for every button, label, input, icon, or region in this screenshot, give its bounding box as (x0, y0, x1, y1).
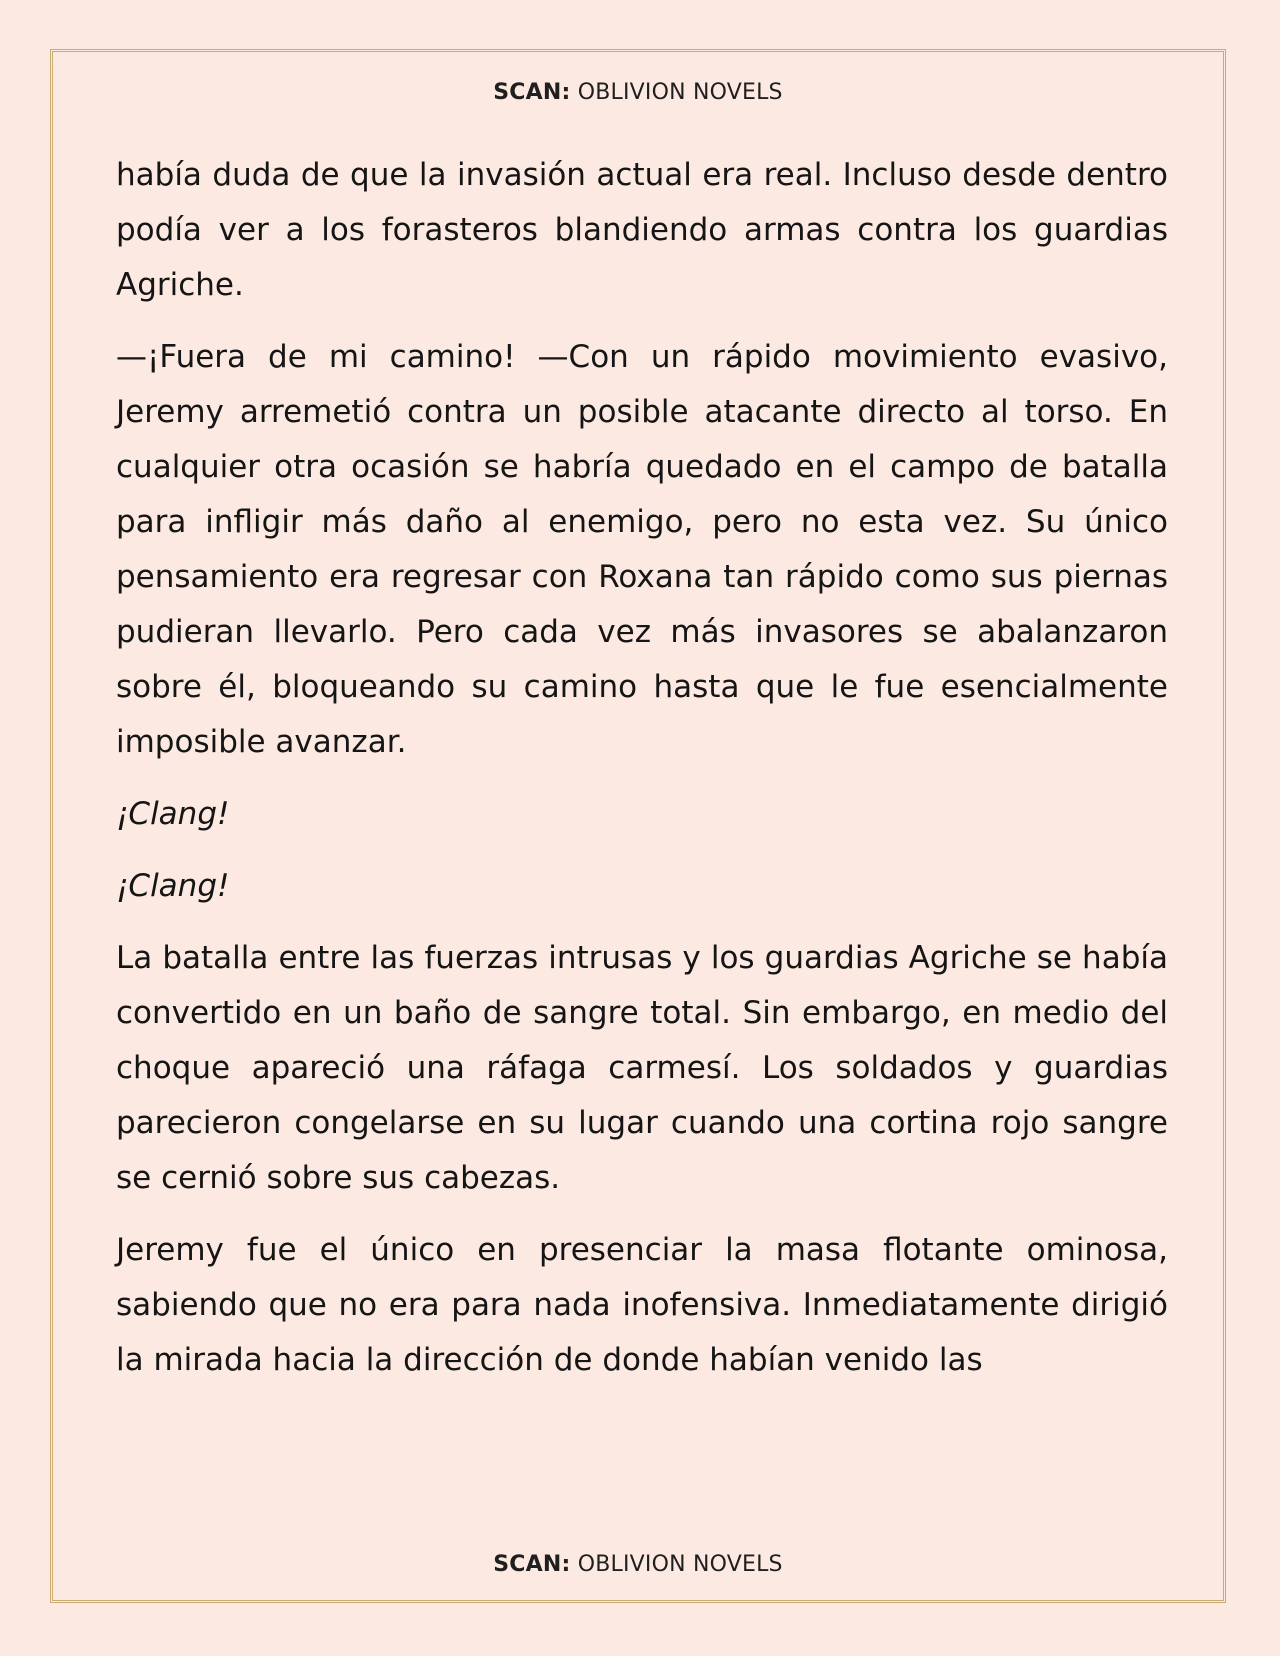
page-footer (53, 1552, 1223, 1577)
footer-scan-label: SCAN: (493, 1552, 571, 1577)
paragraph: había duda de que la invasión actual era real. Incluso desde dentro podía ver a los forasteros blandiendo armas contra los guardias Agriche. (116, 157, 1168, 303)
body-text (116, 148, 1168, 1405)
sound-effect: ¡Clang! (116, 796, 230, 832)
paragraph: Jeremy fue el único en presenciar la masa flotante ominosa, sabiendo que no era para nada inofensiva. Inmediatamente dirigió la mirada hacia la dirección de donde habían venido las (116, 1232, 1168, 1378)
page-frame (50, 49, 1226, 1603)
paragraph: La batalla entre las fuerzas intrusas y los guardias Agriche se había convertido en un baño de sangre total. Sin embargo, en medio del choque apareció una ráfaga carmesí. Los soldados y guardias parecieron congelarse en su lugar cuando una cortina rojo sangre se cernió sobre sus cabezas. (116, 940, 1168, 1196)
sound-effect: ¡Clang! (116, 868, 230, 904)
footer-source: OBLIVION NOVELS (577, 1552, 783, 1577)
paragraph: —¡Fuera de mi camino! —Con un rápido movimiento evasivo, Jeremy arremetió contra un posible atacante directo al torso. En cualquier otra ocasión se habría quedado en el campo de batalla para infligir más daño al enemigo, pero no esta vez. Su único pensamiento era regresar con Roxana tan rápido como sus piernas pudieran llevarlo. Pero cada vez más invasores se abalanzaron sobre él, bloqueando su camino hasta que le fue esencialmente imposible avanzar. (116, 339, 1168, 760)
header-source: OBLIVION NOVELS (577, 80, 783, 105)
header-scan-label: SCAN: (493, 80, 571, 105)
page-header (53, 80, 1223, 105)
